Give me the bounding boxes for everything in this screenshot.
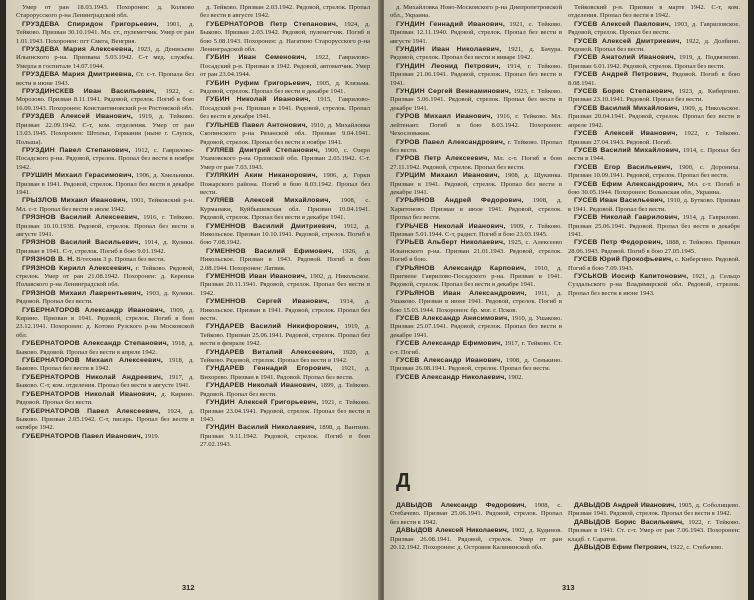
- page-number-left: 312: [182, 583, 195, 592]
- entry: [16, 265, 194, 290]
- entry: [568, 214, 740, 239]
- entry: [390, 113, 562, 138]
- entry: [200, 273, 370, 298]
- entry: [16, 256, 194, 264]
- entry-name: ГУЛЬНЕВ Павел Антонович,: [206, 121, 308, 129]
- entry: [390, 340, 562, 357]
- entry-name: ГУМЕННОВ Василий Ефимович,: [206, 247, 334, 255]
- page-number-right: 313: [562, 583, 575, 592]
- entry: [390, 223, 562, 240]
- entry: [568, 147, 740, 164]
- entry-name: ГУСЕВ Алексей Дмитриевич,: [574, 37, 682, 45]
- entry-name: ГУСЬКОВ Иосиф Капитонович,: [574, 273, 689, 280]
- entry-name: ГУНДАРЕВ Николай Иванович,: [206, 382, 318, 390]
- entry-text: 1916, г. Тейково. Призван 10.10.1938. Рядовой, стрелок. Пропал без вести в августе 1941.: [16, 214, 194, 238]
- entry-text: 1902, д. Никольское. Призван 20.11.1941. Рядовой, стрелок. Пропал без вести в 1942.: [200, 273, 370, 297]
- entry-text: 1924, д. Быково. Призван 2.03.1942. Рядовой, пулеметчик. Погиб в бою 5.08.1943. Похоронен: д. Нагатино Старорусского р-на Ленинградской обл.: [200, 20, 370, 54]
- entry-text: 1916, г. Тейково. Мл. лейтенант. Погиб в бою 8.03.1942. Похоронен: Чехословакия.: [390, 113, 562, 138]
- entry: [390, 357, 562, 374]
- entry: [200, 365, 370, 382]
- entry-name: ДАВЫДОВ Ефим Петрович,: [574, 544, 669, 552]
- entry: [16, 197, 194, 214]
- entry-text: 1917, г. Тейково. Ст. с-т. Погиб.: [390, 340, 563, 356]
- entry: [390, 197, 562, 222]
- entry-text: г. Тейково. Пропал без вести.: [390, 138, 563, 154]
- entry-text: 1914, д. Кулики. Призван в 1941. С-т, стрелок. Погиб в бою 9.01.1942.: [16, 239, 194, 255]
- entry-text: д. Кирино. Рядовой. Пропал без вести.: [16, 390, 194, 407]
- entry-text: 1902, д. Кудинов. Призван 26.08.1941. Рядовой, стрелок. Умер от ран 20.12.1942. Похоронен: д. Островня Калининской обл.: [390, 527, 563, 552]
- entry-name: ГРЯЗНОВ Михаил Лаврентьевич,: [22, 289, 143, 297]
- entry-text: 1909, г. Тейково. Призван 5.01.1944. С-т, радист. Погиб в бою 23.03.1945.: [390, 222, 563, 238]
- entry-text: 1923, д. Кибергино. Призван 23.10.1941. Рядовой. Пропал без вести.: [568, 88, 740, 104]
- entry: [568, 181, 740, 198]
- entry-name: ГУРЬЯНОВ Андрей Федорович,: [396, 197, 524, 205]
- entry: [568, 71, 740, 88]
- entry: [200, 382, 370, 399]
- entry: [200, 349, 370, 366]
- entry: [16, 46, 194, 71]
- entry: [568, 54, 740, 71]
- entry-text: 1921, д. Бачура. Рядовой, стрелок. Пропал без вести в январе 1942.: [390, 46, 562, 62]
- entry-name: ГУНДИН Иван Николаевич,: [396, 46, 502, 54]
- entry-name: ГУБЕРНАТОРОВ Павел Алексеевич,: [22, 407, 161, 415]
- entry-name: ГУСЕВ Андрей Петрович,: [574, 71, 669, 79]
- entry-name: ГРУШИН Михаил Герасимович,: [22, 172, 134, 180]
- entry-name: ГУБЕРНАТОРОВ Александр Степанович,: [22, 340, 169, 348]
- entry-name: ГРУЗДИНСКЕВ Иван Васильевич,: [22, 88, 157, 96]
- entry-name: ГУРЬЕВ Альберт Николаевич,: [396, 239, 506, 247]
- entry-text: г. Тейково. Рядовой, стрелок. Умер от ран 21.08.1942. Похоронен: д. Керенки Полавского р-на Ленинградской обл.: [16, 264, 194, 289]
- entry-name: ГУРОВ Павел Александрович,: [396, 138, 506, 146]
- entry-name: ГУСЕВ Александр Иванович,: [396, 357, 503, 365]
- entry-text: 1921, д. Сельцо Суздальского р-на Владимирской обл. Рядовой, стрелок. Пропал без вести в июне 1943.: [568, 273, 740, 297]
- entry-text: 1919.: [144, 432, 160, 440]
- entry-text: 1905, д. Соболищево. Призван 1941. Рядовой, стрелок. Пропал без вести в 1942.: [568, 502, 741, 518]
- entry: [200, 4, 370, 21]
- entry: [568, 164, 740, 181]
- entry: [16, 391, 194, 408]
- entry-text: с. Кибергино. Рядовой. Погиб в бою 7.09.1943.: [568, 256, 740, 272]
- entry-name: ГРЯЗНОВ В. Н.: [22, 256, 75, 264]
- entry-text: 1923, д. Денисьево Ильинского р-на. Призвана 5.03.1942. С-т мед. службы. Умерла в госпитале 14.07.1944.: [16, 46, 194, 70]
- entry: [568, 197, 740, 214]
- entry: [16, 113, 194, 147]
- entry: [568, 544, 740, 552]
- entry-text: 1922, г. Тейково. Призван 27.04.1943. Рядовой. Погиб.: [568, 130, 741, 146]
- entry-text: 1915, Гаврилово-Посадский р-н. Призван в 1941. Рядовой, стрелок. Пропал без вести в декабре 1941.: [200, 96, 370, 121]
- entry-text: 1906, д. Хмельники. Призван в 1941. Рядовой, стрелок. Пропал без вести в декабре 1941.: [16, 172, 194, 196]
- entry: [16, 147, 194, 172]
- left-page: [6, 0, 380, 600]
- left-column-2: [200, 4, 370, 450]
- entry-text: 1922, с. Стебачево.: [669, 544, 723, 552]
- entry: [16, 357, 194, 374]
- entry-name: ГУЛЯКИН Аким Никанорович,: [206, 172, 318, 180]
- entry: [16, 172, 194, 197]
- entry-text: д. Тейково. Призван 2.03.1942. Рядовой, стрелок. Пропал без вести в августе 1942.: [200, 4, 370, 20]
- entry-text: 1909, д. Никольское. Призван 20.04.1941. Рядовой, стрелок. Пропал без вести в апреле 1942.: [568, 104, 740, 129]
- entry-name: ГУБИН Иван Семенович,: [206, 54, 307, 62]
- entry-text: В/техник 3 р. Пропал без вести.: [76, 256, 166, 264]
- entry: [568, 502, 740, 519]
- entry-name: ГУСЕВ Петр Федорович,: [574, 239, 663, 247]
- entry-name: ГУРЬЯНОВ Александр Карпович,: [396, 264, 527, 272]
- entry-text: Ст. с-т. Пропала без вести в июне 1943.: [16, 71, 194, 87]
- entry-name: ГУБЕРНАТОРОВ Николай Андреевич,: [22, 373, 164, 381]
- entry-name: ГУСЕВ Александр Николаевич,: [396, 373, 507, 381]
- entry-name: ГРУЗДЕВА Мария Алексеевна,: [22, 46, 134, 54]
- entry: [390, 527, 562, 552]
- entry-name: ГУБЕРНАТОРОВ Александр Иванович,: [22, 306, 166, 314]
- entry-name: ГУСЕВ Алексей Павлович,: [574, 20, 671, 28]
- entry: [200, 122, 370, 147]
- entry: [200, 399, 370, 424]
- entry-name: ГУБЕРНАТОРОВ Петр Степанович,: [206, 20, 339, 28]
- entry-text: д. Михайловка Ново-Московского р-на Днепропетровской обл., Украина.: [390, 4, 562, 20]
- entry-text: 1898, д. Вантино. Призван 9.11.1942. Рядовой, стрелок. Погиб в бою 27.02.1943.: [200, 424, 371, 449]
- entry-name: ГРУЗДЕВ Алексей Иванович,: [22, 113, 133, 121]
- entry-name: ГУНДИН Геннадий Иванович,: [396, 20, 506, 28]
- entry-name: ГРЫЗЛОВ Михаил Иванович,: [22, 197, 128, 205]
- entry-text: 1909, д. Кирино. Призван в 1941. Рядовой, стрелок. Погиб в бою 23.12.1941. Похоронен: д. Котово Рузского р-на Московской обл.: [16, 306, 194, 339]
- entry-name: ДАВЫДОВ Андрей Иванович,: [574, 502, 677, 509]
- entry-name: ГУЛЯЕВ Дмитрий Степанович,: [206, 146, 320, 154]
- entry-name: ГУСЕВ Алексей Иванович,: [574, 130, 678, 138]
- entry: [200, 21, 370, 55]
- entry-text: 1888, г. Тейково. Призван 28.06.1943. Рядовой. Погиб в бою 27.05.1945.: [568, 239, 740, 255]
- entry: [568, 239, 740, 256]
- entry-name: ГУМЕННОВ Василий Дмитриевич,: [206, 222, 337, 230]
- entry-text: 1910, д. Ушаково. Призван 25.07.1941. Рядовой, стрелок. Пропал без вести в декабре 1941.: [390, 315, 562, 339]
- entry-name: ДАВЫДОВ Алексей Николаевич,: [396, 527, 509, 535]
- entry-text: 1924, д. Быково. Призван 2.05.1942. С-т, писарь. Пропал без вести в октябре 1942.: [16, 407, 194, 432]
- entry-text: 1910, д. Михайловка Скопинского р-на Рязанской обл. Призван 9.04.1941. Рядовой, стрелок. Пропал без вести в ноябре 1941.: [200, 121, 370, 146]
- entry-text: Мл. с-т. Погиб в бою 27.11.1942. Рядовой, стрелок. Пропал без вести.: [390, 155, 562, 171]
- entry: [16, 433, 194, 441]
- entry-text: 1901, д. Тейково. Призван 30.10.1941. Мл. ст., пулеметчик. Умер от ран 1.01.1943. Похоронен: пгт Смега, Венгрия.: [16, 20, 194, 45]
- entry-text: 1918, д. Быково. Рядовой. Пропал без вести в апреле 1942.: [16, 340, 194, 356]
- entry: [390, 63, 562, 88]
- entry-text: 1919, д. Подвязново. Призван 6.01.1942. Рядовой, стрелок. Пропал без вести.: [568, 54, 740, 70]
- entry-name: ГРЯЗНОВ Кирилл Алексеевич,: [22, 264, 133, 272]
- entry: [200, 147, 370, 172]
- entry-name: ГУНДИН Василий Николаевич,: [206, 424, 317, 432]
- entry: [390, 315, 562, 340]
- entry-text: 1911, д. Ушаково. Призван в июне 1941. Рядовой, стрелок. Погиб в бою 15.03.1944. Похоронен: бр. мог. г. Псков.: [390, 289, 562, 314]
- entry-name: ГРУЗДЕВА Мария Дмитриевна,: [22, 71, 134, 79]
- entry-text: Рядовой. Погиб в бою 8.08.1941.: [568, 71, 740, 87]
- entry-name: ГУНДАРЕВ Виталий Алексеевич,: [206, 348, 335, 356]
- entry: [390, 46, 562, 63]
- entry: [16, 239, 194, 256]
- entry: [568, 256, 740, 273]
- entry: [200, 424, 370, 449]
- entry-name: ГУСЕВ Василий Михайлович,: [574, 146, 681, 154]
- entry-name: ГУНДАРЕВ Василий Никифорович,: [206, 323, 339, 331]
- entry-text: 1920, д. Тейково. Рядовой, стрелок. Пропал без вести в 1942.: [200, 348, 370, 365]
- entry-name: ГУСЕВ Николай Гаврилович,: [574, 214, 680, 222]
- entry-name: ГУНДИН Леонид Петрович,: [396, 62, 501, 70]
- entry: [200, 96, 370, 121]
- entry-text: 1902.: [508, 373, 524, 381]
- entry-text: 1914, д. Никольское. Призван в 1941. Рядовой, стрелок. Пропал без вести.: [200, 298, 370, 323]
- entry-text: Тейковский р-н. Призван в марте 1942. С-т, ком. отделения. Пропал без вести в 1942.: [568, 4, 740, 20]
- entry-text: 1908, д. Харитоново. Призван в июле 1941. Рядовой, стрелок. Пропал без вести.: [390, 197, 562, 222]
- entry: [200, 298, 370, 323]
- entry: [16, 340, 194, 357]
- right-page: [384, 0, 748, 600]
- entry-text: 1922, Гаврилово-Посадский р-н. Призван в 1942. Рядовой, автоматчик. Умер от ран 23.04.1944.: [200, 54, 371, 79]
- entry-name: ГУБЕРНАТОРОВ Павел Иванович,: [22, 432, 143, 440]
- entry: [16, 71, 194, 88]
- entry: [390, 265, 562, 290]
- entry: [390, 172, 562, 197]
- entry-text: 1923, г. Тейково. Призван 5.06.1941. Рядовой, стрелок. Пропал без вести в декабре 1941.: [390, 88, 562, 112]
- entry-text: 1914, с. Пропал без вести в 1944.: [568, 146, 740, 163]
- entry-text: 1926, д. Никольское. Призван в 1943. Рядовой. Погиб в бою 2.08.1944. Похоронен: Латвия.: [200, 247, 370, 272]
- entry-name: ГУСЕВ Василий Михайлович,: [574, 104, 680, 112]
- entry-text: 1921, с. Тейково. Призван 12.11.1940. Рядовой, стрелок. Пропал без вести в августе 1941.: [390, 20, 563, 45]
- entry-text: 1914, г. Тейково. Призван 21.06.1941. Рядовой, стрелок. Пропал без вести в 1941.: [390, 62, 563, 87]
- entry: [568, 21, 740, 38]
- entry-name: ГУРЦИМ Михаил Иванович,: [396, 172, 500, 180]
- entry-name: ГУСЕВ Борис Степанович,: [574, 88, 675, 96]
- entry-name: ГУРЬЧЕВ Николай Иванович,: [396, 222, 506, 230]
- entry-name: ГУРОВ Михаил Иванович,: [396, 113, 493, 121]
- entry-text: 1903, д. Кулики. Рядовой. Пропал без вести.: [16, 289, 195, 306]
- entry-text: 1918, д. Быково. Пропал без вести в 1942.: [16, 357, 194, 373]
- entry-text: 1919, д. Тейково. Призван 22.09.1942. С-т, ком. отделения. Умер от ран 13.03.1945. Похоронен: Штольп, Германия (ныне г. Слупск, Польша).: [16, 113, 195, 146]
- entry-name: ГУБЕРНАТОРОВ Николай Иванович,: [22, 390, 157, 398]
- entry-text: 1922, д. Долбино. Рядовой. Пропал без вести.: [568, 37, 740, 54]
- entry-name: ГУНДИН Алексей Григорьевич,: [206, 399, 319, 407]
- entry-name: ГУНДАРЕВ Геннадий Егорович,: [206, 365, 333, 373]
- entry: [390, 4, 562, 21]
- entry-text: 1908, с. Курманаки, Куйбышевская обл. Призван 10.04.1941. Рядовой, стрелок. Пропал без вести в декабре 1941.: [200, 197, 371, 222]
- entry-name: ГУБИН Руфим Григорьевич,: [206, 79, 312, 87]
- entry: [568, 4, 740, 21]
- entry-text: 1905, д. Клязьма. Рядовой, стрелок. Пропал без вести в декабре 1941.: [200, 79, 370, 96]
- entry: [390, 21, 562, 46]
- entry-name: ГУСЕВ Александр Ефимович,: [396, 340, 503, 348]
- entry: [390, 374, 562, 382]
- right-bottom-column-1: [390, 502, 562, 552]
- right-column-2: [568, 4, 740, 298]
- entry: [390, 239, 562, 264]
- section-letter: Д: [396, 470, 411, 492]
- entry-name: ГУСЕВ Александр Анисимович,: [396, 315, 510, 323]
- entry-text: 1912, д. Никольское. Призван 10.10.1941. Рядовой, стрелок. Погиб в бою 7.08.1942.: [200, 222, 370, 247]
- entry-name: ДАВЫДОВ Борис Васильевич,: [574, 518, 684, 526]
- entry-name: ГУСЕВ Юрий Прокофьевич,: [574, 256, 674, 264]
- entry-name: ГУРЬЯНОВ Иван Александрович,: [396, 289, 527, 297]
- entry: [200, 172, 370, 197]
- entry-text: 1917, д. Быково. С-т, ком. отделения. Пропал без вести в августе 1941.: [16, 373, 194, 390]
- entry: [200, 323, 370, 348]
- entry: [568, 88, 740, 105]
- entry-text: 1922, г. Тейково. Призван в 1941. Ст. с-т. Умер от ран 7.06.1943. Похоронен: кладб. г. Саратов.: [568, 518, 741, 543]
- entry: [200, 248, 370, 273]
- entry-text: Умер от ран 18.03.1943. Похоронен: д. Колково Старорусского р-на Ленинградской обл.: [16, 4, 194, 20]
- entry-name: ГРЯЗНОВ Василий Алексеевич,: [22, 214, 140, 222]
- entry: [390, 155, 562, 172]
- entry-text: 1912, с. Гаврилово-Посадского р-на. Рядовой, стрелок. Пропал без вести в ноябре 1942.: [16, 146, 195, 171]
- entry-name: ГРУЗДЕВА Спиридон Григорьевич,: [22, 20, 159, 28]
- entry: [568, 273, 740, 298]
- entry-name: ГУСЕВ Егор Васильевич,: [574, 163, 673, 171]
- entry-name: ГУНДИН Сергей Вениаминович,: [396, 88, 511, 96]
- entry-text: 1908, д. Щукинка. Призван в 1941. Рядовой, стрелок. Пропал без вести в декабре 1941.: [390, 172, 562, 196]
- left-column-1: [16, 4, 194, 441]
- entry-name: ГРЯЗНОВ Василий Васильевич,: [22, 239, 141, 247]
- entry-name: ГУСЕВ Иван Васильевич,: [574, 197, 666, 205]
- entry-text: 1914, д. Гаврилово. Призван 25.06.1941. Рядовой. Пропал без вести в декабре 1941.: [568, 214, 740, 238]
- entry: [568, 38, 740, 55]
- entry: [200, 54, 370, 79]
- entry: [200, 223, 370, 248]
- entry-name: ГУЛЯЕВ Алексей Михайлович,: [206, 197, 331, 205]
- entry: [568, 105, 740, 130]
- right-bottom-column-2: [568, 502, 740, 552]
- entry-text: Мл. с-т. Погиб в бою 30.05.1944. Похоронен: Волынская обл., Украина.: [568, 180, 740, 196]
- entry-name: ГУБЕРНАТОРОВ Михаил Алексеевич,: [22, 357, 163, 365]
- entry: [16, 4, 194, 21]
- entry-text: 1919, д. Тейково. Призван 25.06.1941. Рядовой, стрелок. Пропал без вести в феврале 1942.: [200, 323, 370, 348]
- entry-text: 1899, д. Тейково. Рядовой. Пропал без вести.: [200, 382, 370, 398]
- entry: [200, 197, 370, 222]
- entry: [16, 374, 194, 391]
- entry-text: 1900, с. Дорониха. Призван 10.09.1941. Рядовой, стрелок. Пропал без вести.: [568, 163, 740, 180]
- entry-name: ГУРОВ Петр Алексеевич,: [396, 155, 490, 163]
- entry-name: ГУСЕВ Ефим Александрович,: [574, 180, 685, 188]
- entry: [16, 88, 194, 113]
- entry: [568, 130, 740, 147]
- entry: [16, 21, 194, 46]
- entry-name: ГУМЕННОВ Иван Иванович,: [206, 273, 308, 280]
- entry-text: 1921, г. Тейково. Призван 23.04.1941. Рядовой, стрелок. Пропал без вести в 1943.: [200, 399, 371, 423]
- entry: [390, 88, 562, 113]
- entry-name: ГУМЕННОВ Сергей Иванович,: [206, 298, 330, 306]
- entry-name: ГУСЕВ Анатолий Иванович,: [574, 54, 676, 62]
- entry-text: 1908, с. Стебачево. Призван 25.06.1941. Рядовой, стрелок. Пропал без вести в 1942.: [390, 502, 562, 526]
- entry-text: 1900, с. Озеро Ухамовского р-на Орловской обл. Призван 2.03.1942. С-т. Умер от ран 7.03.1943.: [200, 146, 370, 171]
- entry-text: 1910, д. Бутково. Призван в 1941. Рядовой. Пропал без вести.: [568, 197, 740, 213]
- entry: [16, 290, 194, 307]
- entry-text: 1903, д. Гавриловское. Рядовой, стрелок. Пропал без вести.: [568, 20, 741, 37]
- entry: [568, 519, 740, 544]
- entry-text: 1901, Тейковский р-н. Мл. с-т. Пропал без вести в июле 1942.: [16, 197, 194, 213]
- entry: [200, 80, 370, 97]
- entry: [16, 408, 194, 433]
- entry-name: ДАВЫДОВ Александр Федорович,: [396, 502, 527, 509]
- entry-name: ГУБИН Николай Иванович,: [206, 96, 311, 104]
- entry-text: 1910, д. Пригвене Гаврилово-Посадского р-на. Призван в 1941. Рядовой, стрелок. Пропал без вести в декабре 1941.: [390, 264, 562, 289]
- entry-text: 1925, с. Алексеево Ильинского р-на. Призван 21.01.1943. Рядовой, стрелок. Погиб в бою.: [390, 239, 562, 264]
- entry: [390, 502, 562, 527]
- entry-text: 1922, с. Морозово. Призван 8.11.1941. Рядовой, стрелок. Погиб в бою 16.09.1943. Похоронен: Константиновский р-н Ростовской обл.: [16, 88, 194, 112]
- entry: [16, 214, 194, 239]
- entry: [390, 290, 562, 315]
- entry-name: ГРУЗДИН Павел Степанович,: [22, 146, 131, 154]
- entry: [16, 307, 194, 341]
- entry-text: 1908, д. Сенькино. Призван 26.08.1941. Рядовой, стрелок. Пропал без вести.: [390, 357, 562, 373]
- entry-text: 1921, д. Вихорево. Призван в 1941. Рядовой. Пропал без вести.: [200, 365, 370, 381]
- entry-text: 1906, д. Горки Пожарского района. Погиб в бою 8.03.1942. Пропал без вести.: [200, 172, 370, 196]
- entry: [390, 139, 562, 156]
- right-column-1: [390, 4, 562, 382]
